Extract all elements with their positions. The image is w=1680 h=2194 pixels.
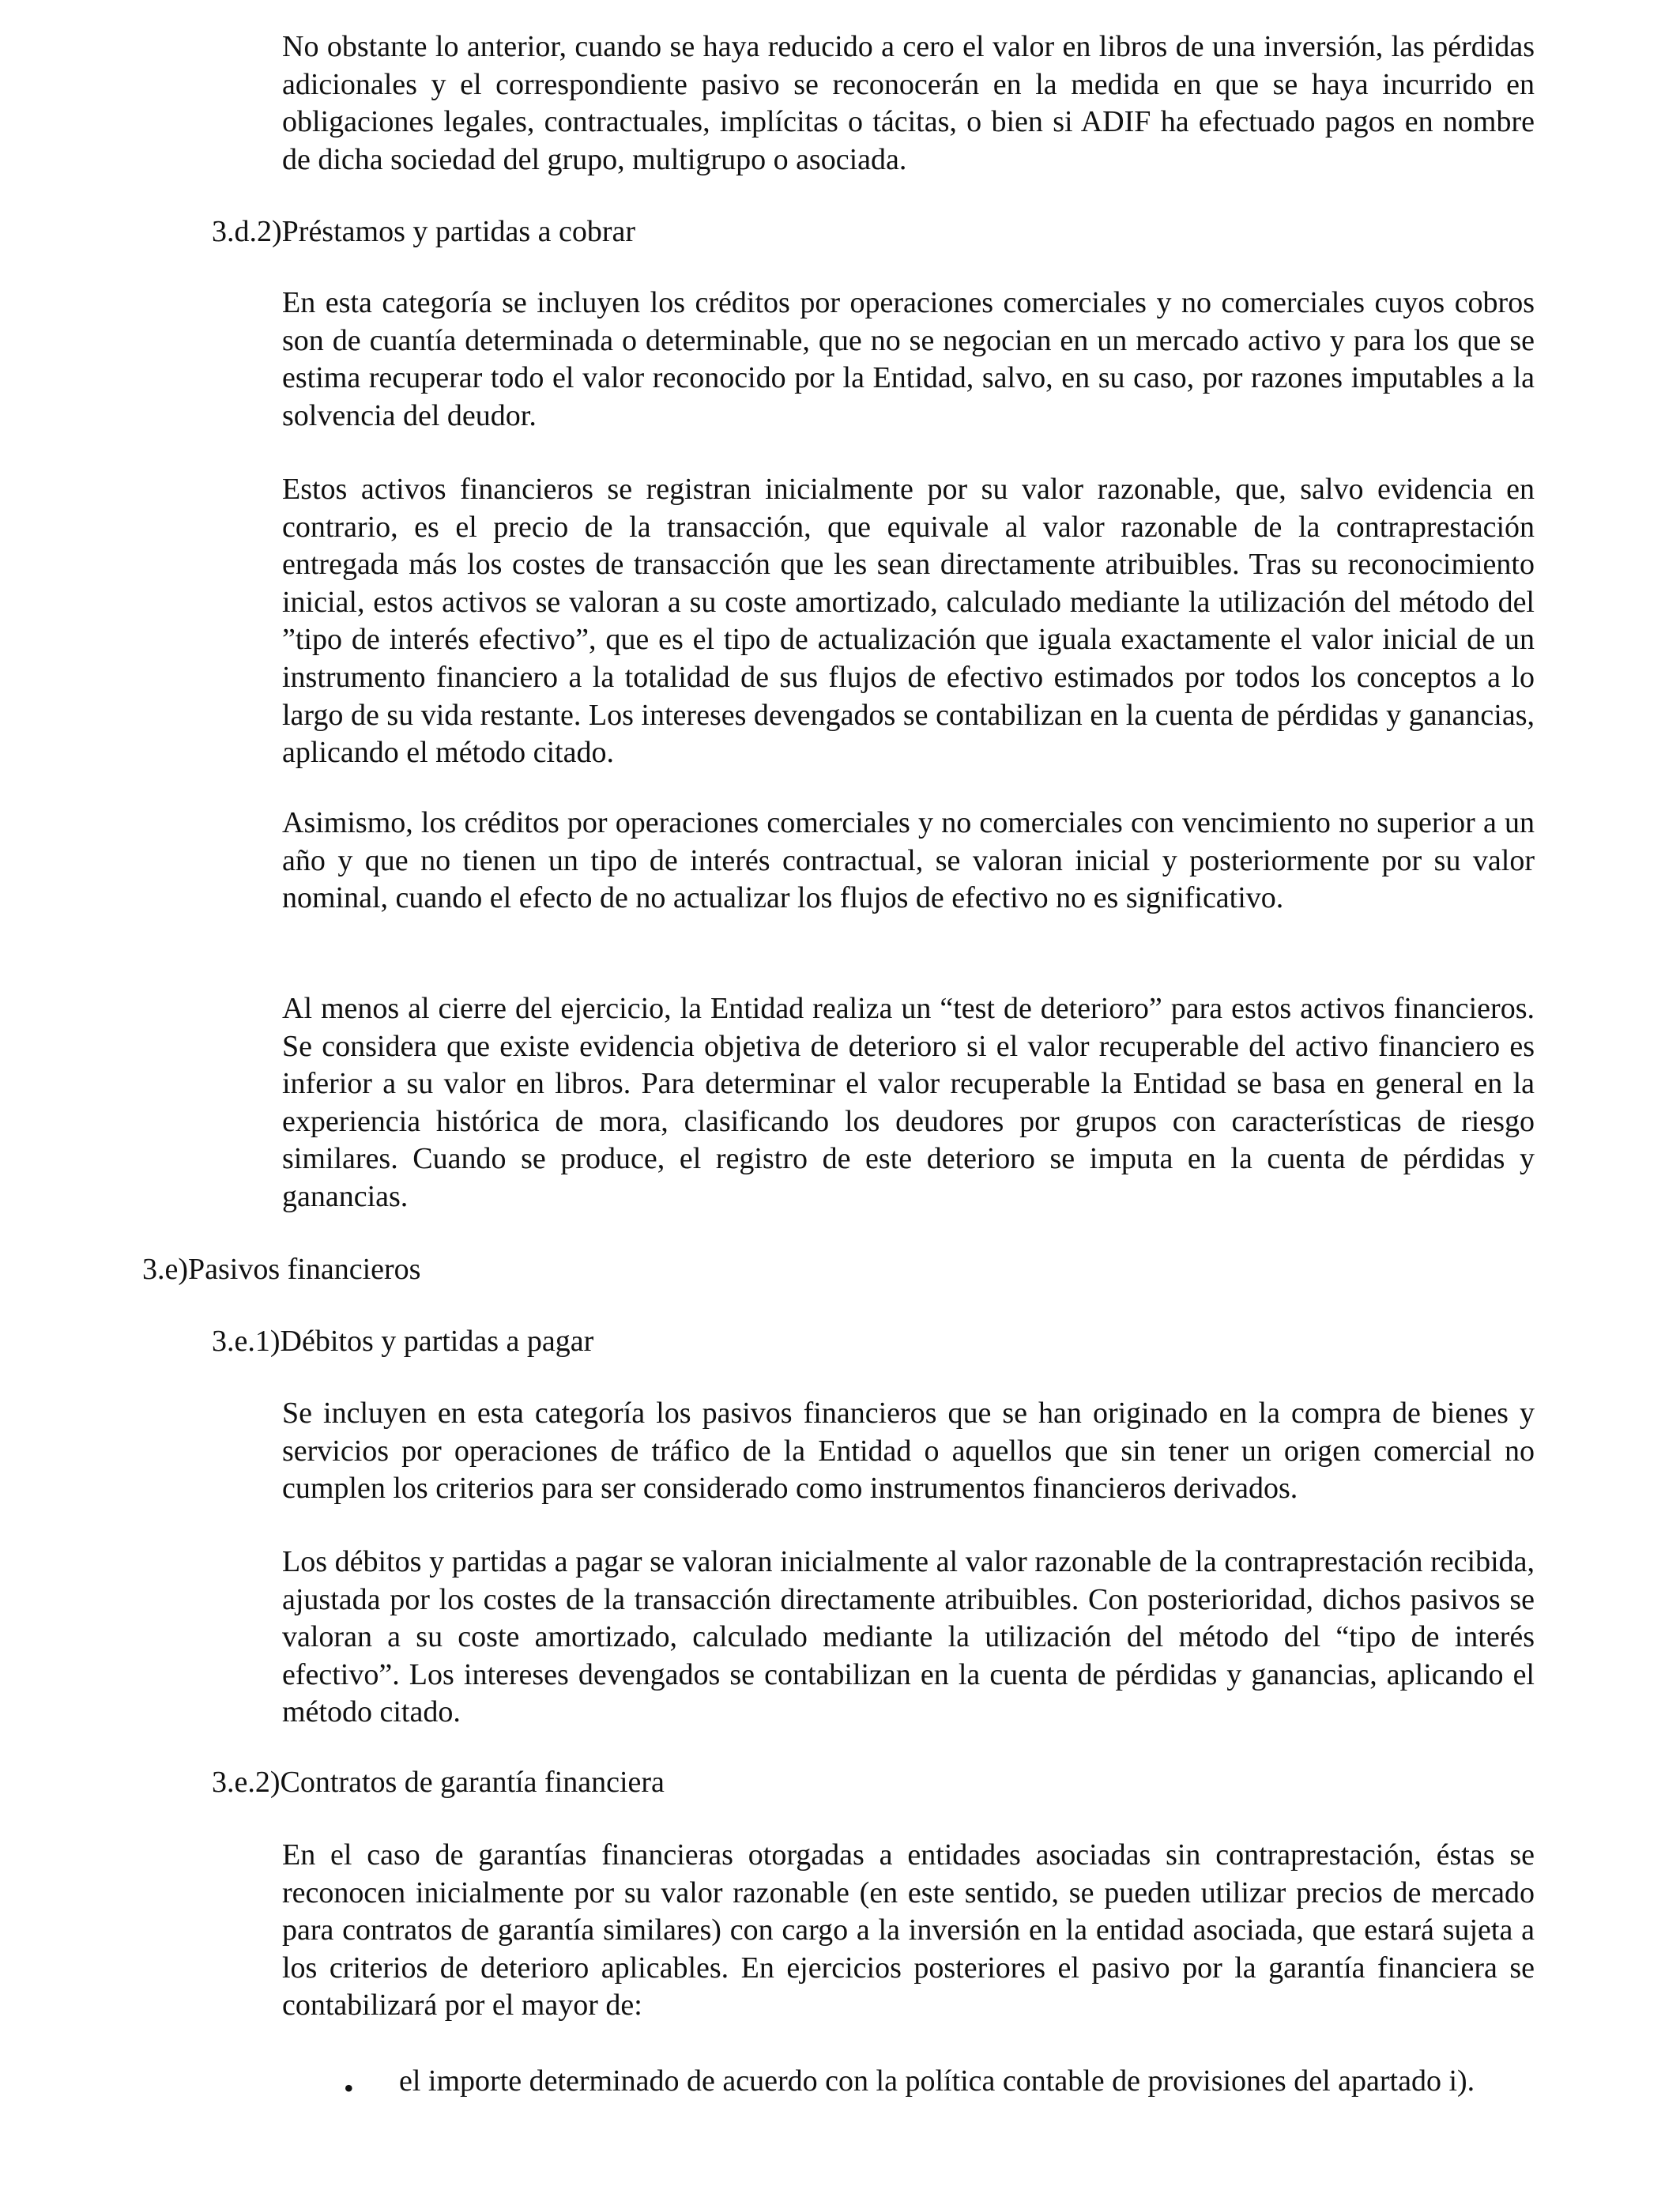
- paragraph-3e1-2: Los débitos y partidas a pagar se valoran inicialmente al valor razonable de la contraprestación recibida, ajustada por los costes de la transacción directamente atribuibles. Con posterioridad, dichos pasivos se valoran a su coste amortizado, calculado mediante la utilización del método del “tipo de interés efectivo”. Los intereses devengados se contabilizan en la cuenta de pérdidas y ganancias, aplicando el método citado.: [282, 1545, 1535, 1729]
- paragraph-3d2-1: En esta categoría se incluyen los créditos por operaciones comerciales y no comerciales cuyos cobros son de cuantía determinada o determinable, que no se negocian en un mercado activo y para los que se estima recuperar todo el valor reconocido por la Entidad, salvo, en su caso, por razones imputables a la solvencia del deudor.: [282, 286, 1535, 432]
- heading-3e1: 3.e.1)Débitos y partidas a pagar: [212, 1325, 594, 1358]
- intro-paragraph: No obstante lo anterior, cuando se haya reducido a cero el valor en libros de una inversión, las pérdidas adicionales y el correspondiente pasivo se reconocerán en la medida en que se haya incurrido en obligaciones legales, contractuales, implícitas o tácitas, o bien si ADIF ha efectuado pagos en nombre de dicha sociedad del grupo, multigrupo o asociada.: [282, 30, 1535, 176]
- heading-3e: 3.e)Pasivos financieros: [142, 1253, 421, 1286]
- paragraph-3d2-2: Estos activos financieros se registran inicialmente por su valor razonable, que, salvo evidencia en contrario, es el precio de la transacción, que equivale al valor razonable de la contraprestación entregada más los costes de transacción que les sean directamente atribuibles. Tras su reconocimiento inicial, estos activos se valoran a su coste amortizado, calculado mediante la utilización del método del ”tipo de interés efectivo”, que es el tipo de actualización que iguala exactamente el valor inicial de un instrumento financiero a la totalidad de sus flujos de efectivo estimados por todos los conceptos a lo largo de su vida restante. Los intereses devengados se contabilizan en la cuenta de pérdidas y ganancias, aplicando el método citado.: [282, 473, 1535, 770]
- bullet-text: el importe determinado de acuerdo con la política contable de provisiones del apartado i).: [399, 2064, 1475, 2098]
- paragraph-3e2-1: En el caso de garantías financieras otorgadas a entidades asociadas sin contraprestación, éstas se reconocen inicialmente por su valor razonable (en este sentido, se pueden utilizar precios de mercado para contratos de garantía similares) con cargo a la inversión en la entidad asociada, que estará sujeta a los criterios de deterioro aplicables. En ejercicios posteriores el pasivo por la garantía financiera se contabilizará por el mayor de:: [282, 1838, 1535, 2022]
- paragraph-3e1-1: Se incluyen en esta categoría los pasivos financieros que se han originado en la compra de bienes y servicios por operaciones de tráfico de la Entidad o aquellos que sin tener un origen comercial no cumplen los criterios para ser considerado como instrumentos financieros derivados.: [282, 1397, 1535, 1506]
- heading-3d2: 3.d.2)Préstamos y partidas a cobrar: [212, 215, 636, 248]
- paragraph-3d2-4: Al menos al cierre del ejercicio, la Entidad realiza un “test de deterioro” para estos activos financieros. Se considera que existe evidencia objetiva de deterioro si el valor recuperable del activo financiero es inferior a su valor en libros. Para determinar el valor recuperable la Entidad se basa en general en la experiencia histórica de mora, clasificando los deudores por grupos con características de riesgo similares. Cuando se produce, el registro de este deterioro se imputa en la cuenta de pérdidas y ganancias.: [282, 992, 1535, 1213]
- bullet-icon: •: [344, 2072, 354, 2104]
- heading-3e2: 3.e.2)Contratos de garantía financiera: [212, 1766, 665, 1799]
- paragraph-3d2-3: Asimismo, los créditos por operaciones comerciales y no comerciales con vencimiento no superior a un año y que no tienen un tipo de interés contractual, se valoran inicial y posteriormente por su valor nominal, cuando el efecto de no actualizar los flujos de efectivo no es significativo.: [282, 806, 1535, 915]
